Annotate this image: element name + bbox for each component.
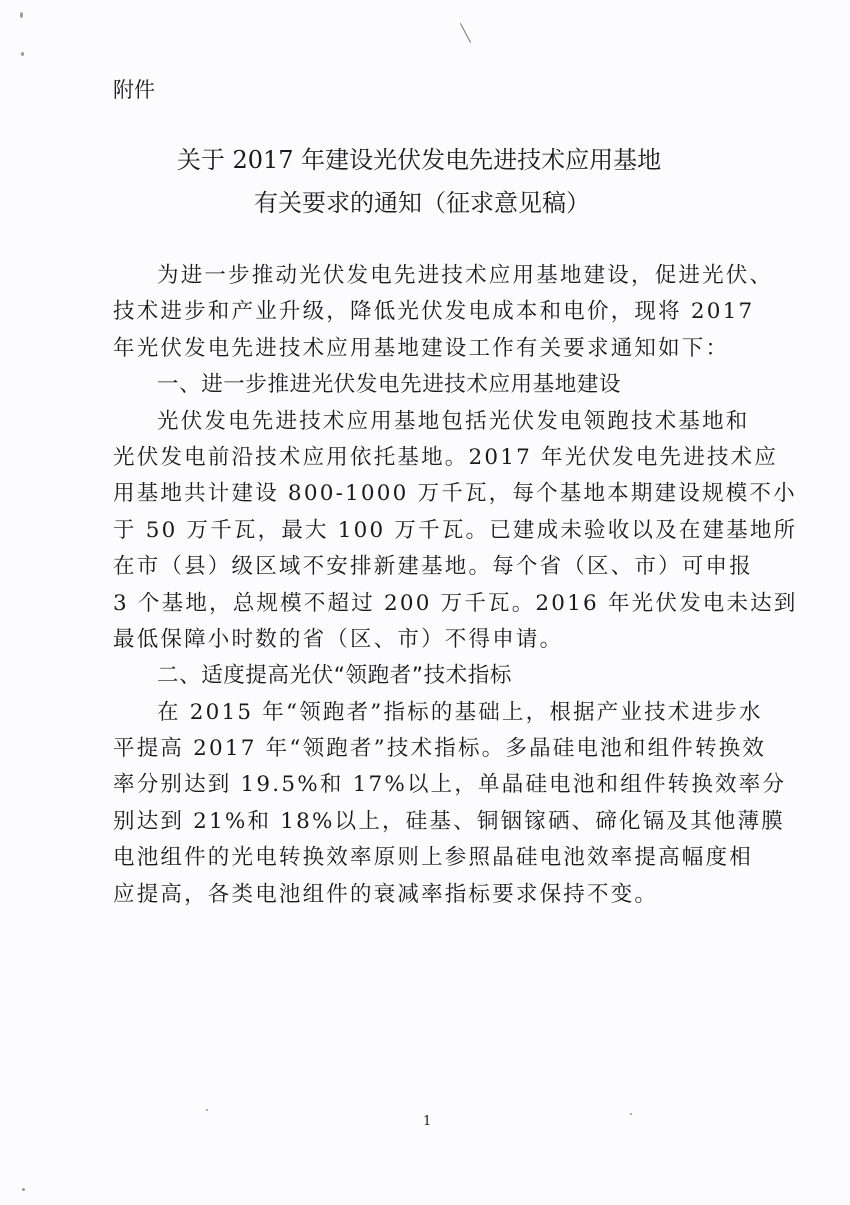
scan-speck [20, 12, 23, 18]
scan-mark [460, 23, 471, 43]
body-line: 用基地共计建设 800-1000 万千瓦，每个基地本期建设规模不小 [113, 481, 797, 507]
scan-speck [206, 1109, 208, 1111]
body-line: 平提高 2017 年“领跑者”技术指标。多晶硅电池和组件转换效 [113, 736, 767, 762]
body-line: 在 2015 年“领跑者”指标的基础上，根据产业技术进步水 [157, 699, 763, 725]
body-line: 光伏发电前沿技术应用依托基地。2017 年光伏发电先进技术应 [113, 444, 779, 470]
document-body [113, 258, 798, 913]
document-title-line-2: 有关要求的通知（征求意见稿） [254, 189, 590, 217]
body-line: 为进一步推动光伏发电先进技术应用基地建设，促进光伏、 [157, 263, 774, 288]
body-line: 光伏发电先进技术应用基地包括光伏发电领跑技术基地和 [157, 408, 750, 434]
body-line: 最低保障小时数的省（区、市）不得申请。 [113, 626, 564, 652]
body-line: 应提高，各类电池组件的衰减率指标要求保持不变。 [113, 881, 659, 907]
body-line: 率分别达到 19.5%和 17%以上，单晶硅电池和组件转换效率分 [113, 772, 787, 798]
scan-speck [21, 52, 24, 56]
body-line: 在市（县）级区域不安排新建基地。每个省（区、市）可申报 [113, 554, 753, 580]
document-title-line-1: 关于 2017 年建设光伏发电先进技术应用基地 [176, 146, 662, 174]
section-heading: 二、适度提高光伏“领跑者”技术指标 [157, 663, 512, 689]
body-line: 3 个基地，总规模不超过 200 万千瓦。2016 年光伏发电未达到 [113, 590, 798, 616]
body-line: 电池组件的光电转换效率原则上参照晶硅电池效率提高幅度相 [113, 845, 753, 871]
scan-speck [22, 1188, 25, 1191]
section-heading: 一、进一步推进光伏发电先进技术应用基地建设 [157, 372, 622, 398]
body-line: 别达到 21%和 18%以上，硅基、铜铟镓硒、碲化镉及其他薄膜 [113, 808, 785, 834]
attachment-label: 附件 [113, 78, 155, 102]
body-line: 技术进步和产业升级，降低光伏发电成本和电价，现将 2017 [113, 299, 755, 325]
page-number: 1 [423, 1114, 432, 1129]
scan-speck [630, 1113, 632, 1115]
body-line: 年光伏发电先进技术应用基地建设工作有关要求通知如下： [113, 335, 730, 361]
body-line: 于 50 万千瓦，最大 100 万千瓦。已建成未验收以及在建基地所 [113, 517, 798, 543]
